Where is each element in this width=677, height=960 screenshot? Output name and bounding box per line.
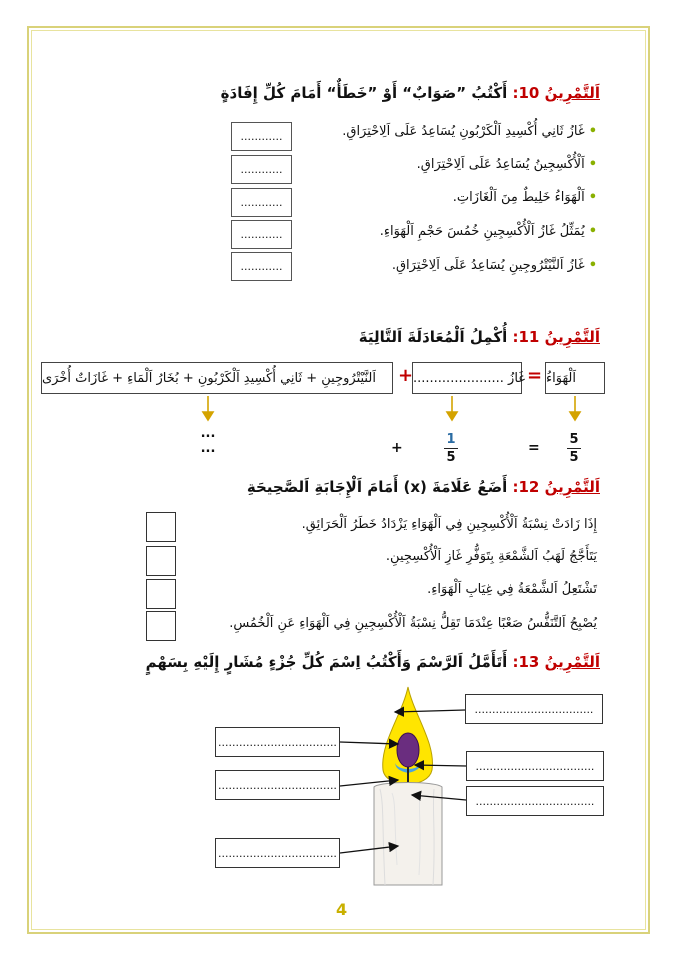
ex10-answer-box[interactable]: ............ (231, 155, 292, 184)
ex10-answer-box[interactable]: ............ (231, 220, 292, 249)
fraction-others: ... ... (200, 426, 216, 456)
ex10-statement: •غَازُ ثَانِي أُكْسِيدِ اَلْكَرْبُونِ يُسَاعِدُ عَلَى اَلِاحْتِرَاقِ. (342, 124, 597, 139)
fraction-plus: + (391, 440, 403, 456)
ex10-title: اَلتَّمْرِينُ 10: أَكْتُبُ ”صَوَابٌ“ أَوْ ”خَطَأٌ“ أَمَامَ كُلِّ إِفَادَةٍ (220, 84, 600, 102)
ex13-title: اَلتَّمْرِينُ 13: أَتَأَمَّلُ اَلرَّسْمَ وَأَكْتُبُ اِسْمَ كُلِّ جُزْءٍ مُشَارٍ إِلَيْهِ بِسَهْمٍ (145, 653, 600, 671)
fraction-gas: 1 5 (444, 432, 458, 465)
ex12-statement: تَشْتَعِلُ اَلشَّمْعَةُ فِي غِيَابِ اَلْهَوَاءِ. (427, 582, 597, 597)
ex10-answer-box[interactable]: ............ (231, 188, 292, 217)
part-label-box[interactable]: .................................. (215, 727, 340, 757)
ex10-answer-box[interactable]: ............ (231, 122, 292, 151)
part-label-box[interactable]: .................................. (466, 751, 604, 781)
part-label-box[interactable]: .................................. (466, 786, 604, 816)
ex12-statement: يَتَأَجَّجُ لَهَبُ اَلشَّمْعَةِ بِتَوَفُّرِ غَازِ اَلْأُكْسِجِينِ. (385, 549, 597, 564)
equation-air-box: اَلْهَوَاءُ (545, 362, 605, 394)
equation-others-box: اَلنَّيْتْرُوجِينِ + ثَانِي أُكْسِيدِ اَلْكَرْبُونِ + بُخَارُ اَلْمَاءِ + غَازَاتٌ أُخْرَى (41, 362, 393, 394)
part-label-box[interactable]: .................................. (215, 770, 340, 800)
equals-sign: = (527, 365, 543, 386)
page-number: 4 (336, 900, 348, 919)
ex10-answer-box[interactable]: ............ (231, 252, 292, 281)
ex10-statement: •اَلْأُكْسِجِينُ يُسَاعِدُ عَلَى اَلِاحْتِرَاقِ. (416, 157, 597, 172)
ex12-statement: إِذَا زَادَتْ نِسْبَةُ اَلْأُكْسِجِينِ فِي اَلْهَوَاءِ يَزْدَادُ خَطَرُ اَلْحَرَائِقِ. (301, 517, 597, 532)
ex12-statement: يُصْبِحُ اَلتَّنَفُّسُ صَعْبًا عِنْدَمَا تَقِلُّ نِسْبَةُ اَلْأُكْسِجِينِ فِي اَلْهَوَاءِ عَنِ اَلْخُمُسِ. (229, 616, 597, 631)
ex10-statement: •اَلْهَوَاءُ خَلِيطٌ مِنَ اَلْغَازَاتِ. (452, 190, 597, 205)
ex12-title: اَلتَّمْرِينُ 12: أَضَعُ عَلَامَةَ (x) أَمَامَ اَلْإِجَابَةِ اَلصَّحِيحَةِ (246, 478, 600, 496)
ex10-statement: •غَازُ اَلنَّيْتْرُوجِينِ يُسَاعِدُ عَلَى اَلِاحْتِرَاقِ. (391, 258, 597, 273)
ex10-label: اَلتَّمْرِينُ (544, 84, 600, 102)
ex11-title: اَلتَّمْرِينُ 11: أُكْمِلُ اَلْمُعَادَلَةَ اَلتَّالِيَةَ (358, 328, 600, 346)
part-label-box[interactable]: .................................. (215, 838, 340, 868)
part-label-box[interactable]: .................................. (465, 694, 603, 724)
equation-gas-box[interactable]: غَازُ ...................... (412, 362, 522, 394)
plus-sign: + (398, 365, 414, 386)
fraction-air: 5 5 (567, 432, 581, 465)
fraction-equals: = (528, 440, 540, 456)
ex10-statement: •يُمَثِّلُ غَازُ اَلْأُكْسِجِينِ خُمُسَ حَجْمِ اَلْهَوَاءِ. (379, 224, 597, 239)
ex10-instruction: أَكْتُبُ ”صَوَابٌ“ أَوْ ”خَطَأٌ“ أَمَامَ كُلِّ إِفَادَةٍ (220, 84, 508, 102)
ex10-number: 10 (518, 84, 540, 102)
